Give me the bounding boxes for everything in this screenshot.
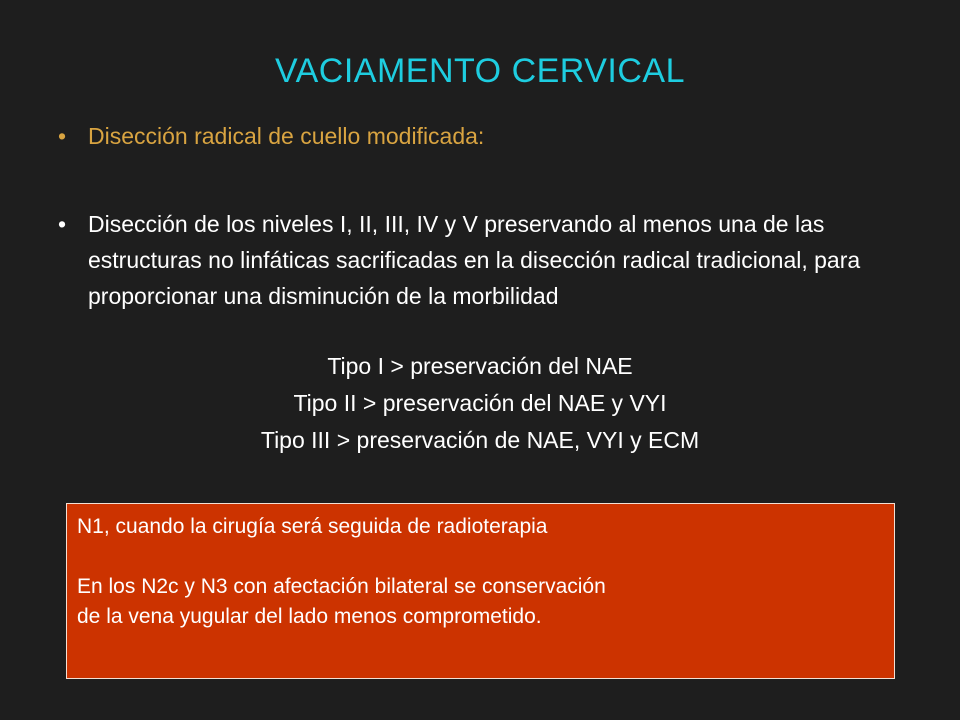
bullet-text: Disección de los niveles I, II, III, IV y V preservando al menos una de las estructuras no linfáticas sacrificadas en la disección radical tradicional, para proporcionar una disminución de la morbilidad xyxy=(88,211,861,309)
bullet-marker: • xyxy=(58,123,67,149)
type-3-line: Tipo III > preservación de NAE, VYI y ECM xyxy=(260,427,700,453)
bullet-marker: • xyxy=(58,211,67,237)
slide-title: VACIAMENTO CERVICAL xyxy=(274,52,686,90)
note-line-3: de la vena yugular del lado menos comprometido. xyxy=(77,605,542,628)
bullet-modified-dissection xyxy=(58,118,868,154)
type-2-line: Tipo II > preservación del NAE y VYI xyxy=(293,390,667,416)
bullet-dissection-levels xyxy=(58,206,868,314)
bullet-text: Disección radical de cuello modificada: xyxy=(88,123,485,149)
note-box xyxy=(66,503,895,679)
types-list xyxy=(0,348,960,459)
note-line-2: En los N2c y N3 con afectación bilateral se conservación xyxy=(77,575,606,598)
type-1-line: Tipo I > preservación del NAE xyxy=(327,353,633,379)
note-line-1: N1, cuando la cirugía será seguida de radioterapia xyxy=(77,515,548,538)
note-spacer xyxy=(77,542,884,572)
